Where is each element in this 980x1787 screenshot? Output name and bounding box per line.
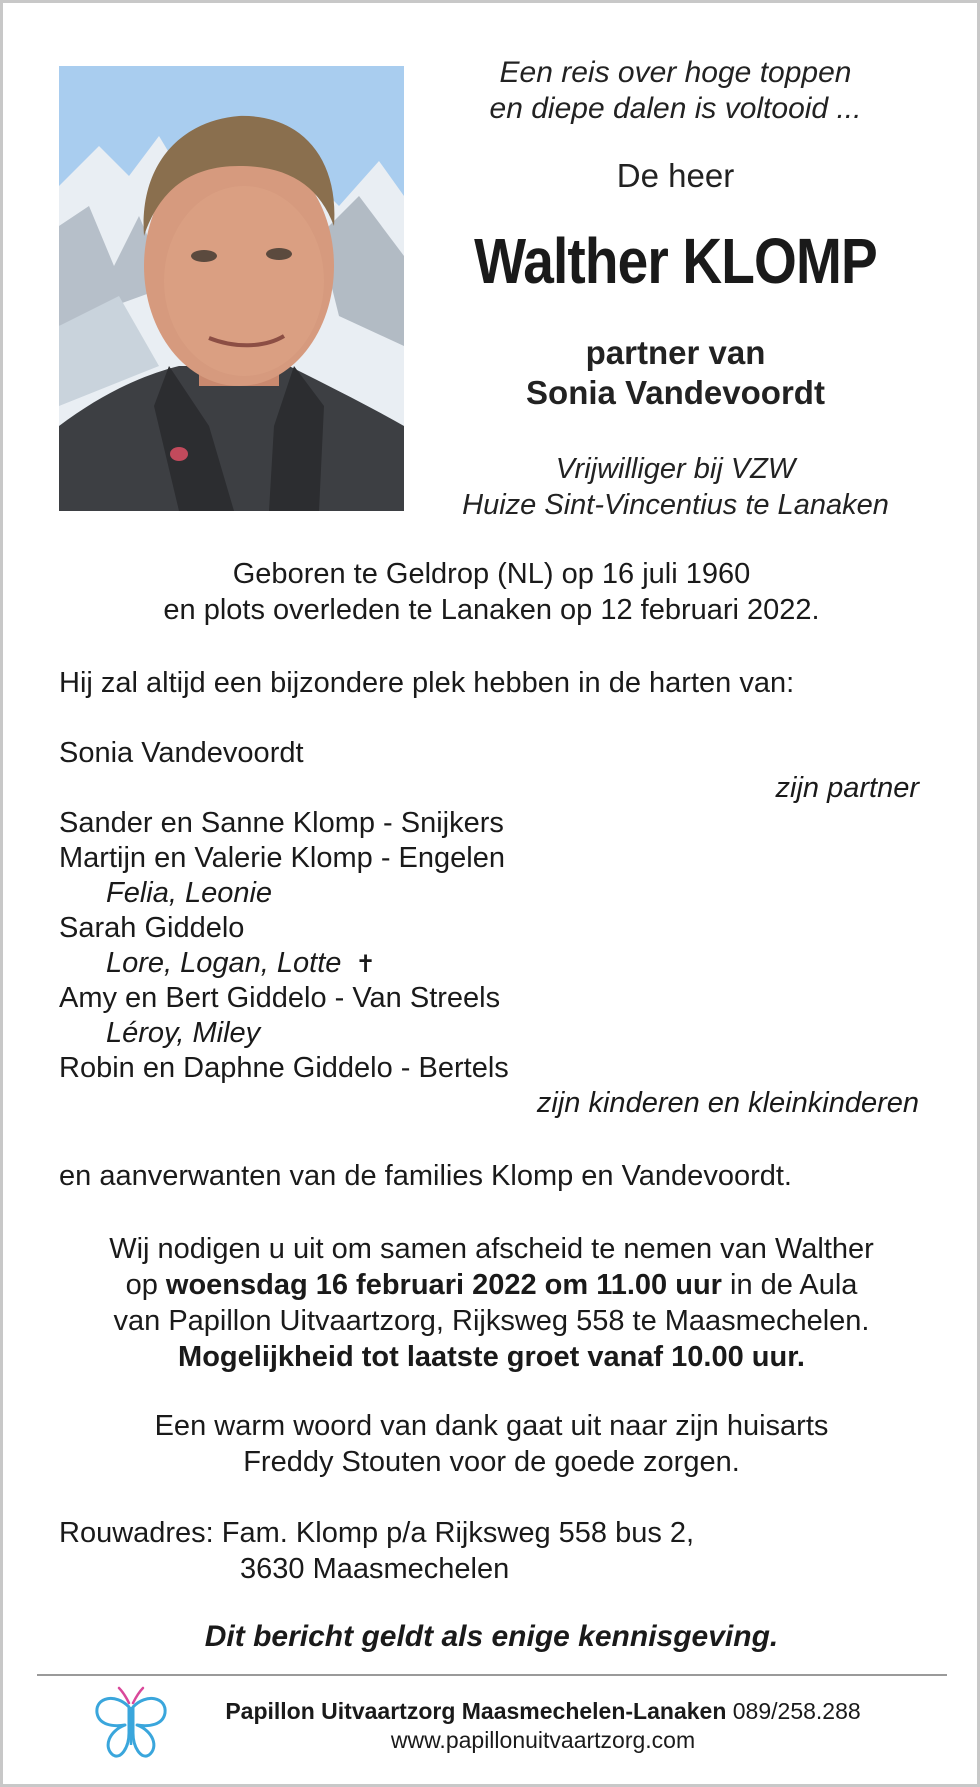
family-grandkids-2: Felia, Leonie (106, 877, 273, 909)
family-grandkids-3-row (106, 946, 376, 982)
thanks-line-2: Freddy Stouten voor de goede zorgen. (243, 1446, 740, 1478)
invite-line-2-pre: op (125, 1269, 166, 1301)
partner-role: zijn partner (775, 772, 919, 804)
family-child-3: Sarah Giddelo (59, 912, 245, 944)
portrait-photo (59, 66, 404, 511)
funeral-home-footer (183, 1697, 903, 1755)
volunteer-note (433, 451, 918, 523)
motto-line-1: Een reis over hoge toppen (499, 56, 852, 89)
deceased-name: Walther KLOMP (474, 225, 877, 297)
cross-icon: ✝ (355, 951, 376, 978)
notice-statement: Dit bericht geldt als enige kennisgeving. (204, 1620, 779, 1653)
birth-death-info (59, 556, 924, 628)
family-child-5: Robin en Daphne Giddelo - Bertels (59, 1052, 509, 1084)
address-line-2: 3630 Maasmechelen (240, 1553, 510, 1585)
family-intro: Hij zal altijd een bijzondere plek hebben in de harten van: (59, 667, 795, 699)
thanks-line-1: Een warm woord van dank gaat uit naar zijn huisarts (154, 1410, 829, 1442)
died-line: en plots overleden te Lanaken op 12 februari 2022. (163, 594, 820, 626)
address-line-1: Rouwadres: Fam. Klomp p/a Rijksweg 558 bus 2, (59, 1517, 695, 1549)
invite-line-2 (59, 1267, 924, 1303)
farewell-invitation (59, 1231, 924, 1375)
family-child-4: Amy en Bert Giddelo - Van Streels (59, 982, 501, 1014)
footer-line-1 (183, 1697, 903, 1726)
funeral-home-phone: 089/258.288 (726, 1698, 861, 1724)
invite-line-3: van Papillon Uitvaartzorg, Rijksweg 558 te Maasmechelen. (113, 1305, 870, 1337)
thanks-note (59, 1408, 924, 1480)
honorific: De heer (616, 157, 735, 194)
volunteer-line-1: Vrijwilliger bij VZW (555, 453, 796, 485)
funeral-home-website[interactable]: www.papillonuitvaartzorg.com (390, 1727, 696, 1753)
invite-line-1: Wij nodigen u uit om samen afscheid te nemen van Walther (109, 1233, 874, 1265)
born-line: Geboren te Geldrop (NL) op 16 juli 1960 (232, 558, 751, 590)
invite-line-2-post: in de Aula (721, 1269, 858, 1301)
partner-block (433, 333, 918, 413)
funeral-home-name: Papillon Uitvaartzorg Maasmechelen-Lanaken (225, 1698, 727, 1724)
motto-line-2: en diepe dalen is voltooid ... (489, 92, 862, 125)
partner-label: partner van (585, 334, 766, 371)
children-role: zijn kinderen en kleinkinderen (536, 1087, 919, 1119)
family-child-2: Martijn en Valerie Klomp - Engelen (59, 842, 505, 874)
family-grandkids-4: Léroy, Miley (106, 1017, 261, 1049)
family-grandkids-3: Lore, Logan, Lotte (106, 947, 342, 979)
motto (433, 55, 918, 127)
invite-date-time: woensdag 16 februari 2022 om 11.00 uur (165, 1269, 722, 1301)
footer-divider (37, 1674, 947, 1676)
butterfly-icon (91, 1685, 171, 1760)
invite-line-4: Mogelijkheid tot laatste groet vanaf 10.00 uur. (178, 1341, 805, 1373)
family-relatives: en aanverwanten van de families Klomp en Vandevoordt. (59, 1160, 792, 1192)
volunteer-line-2: Huize Sint-Vincentius te Lanaken (462, 489, 889, 521)
family-partner: Sonia Vandevoordt (59, 737, 304, 769)
partner-name: Sonia Vandevoordt (526, 374, 825, 411)
family-child-1: Sander en Sanne Klomp - Snijkers (59, 807, 504, 839)
portrait-illustration (59, 66, 404, 511)
mourning-address (59, 1515, 694, 1587)
